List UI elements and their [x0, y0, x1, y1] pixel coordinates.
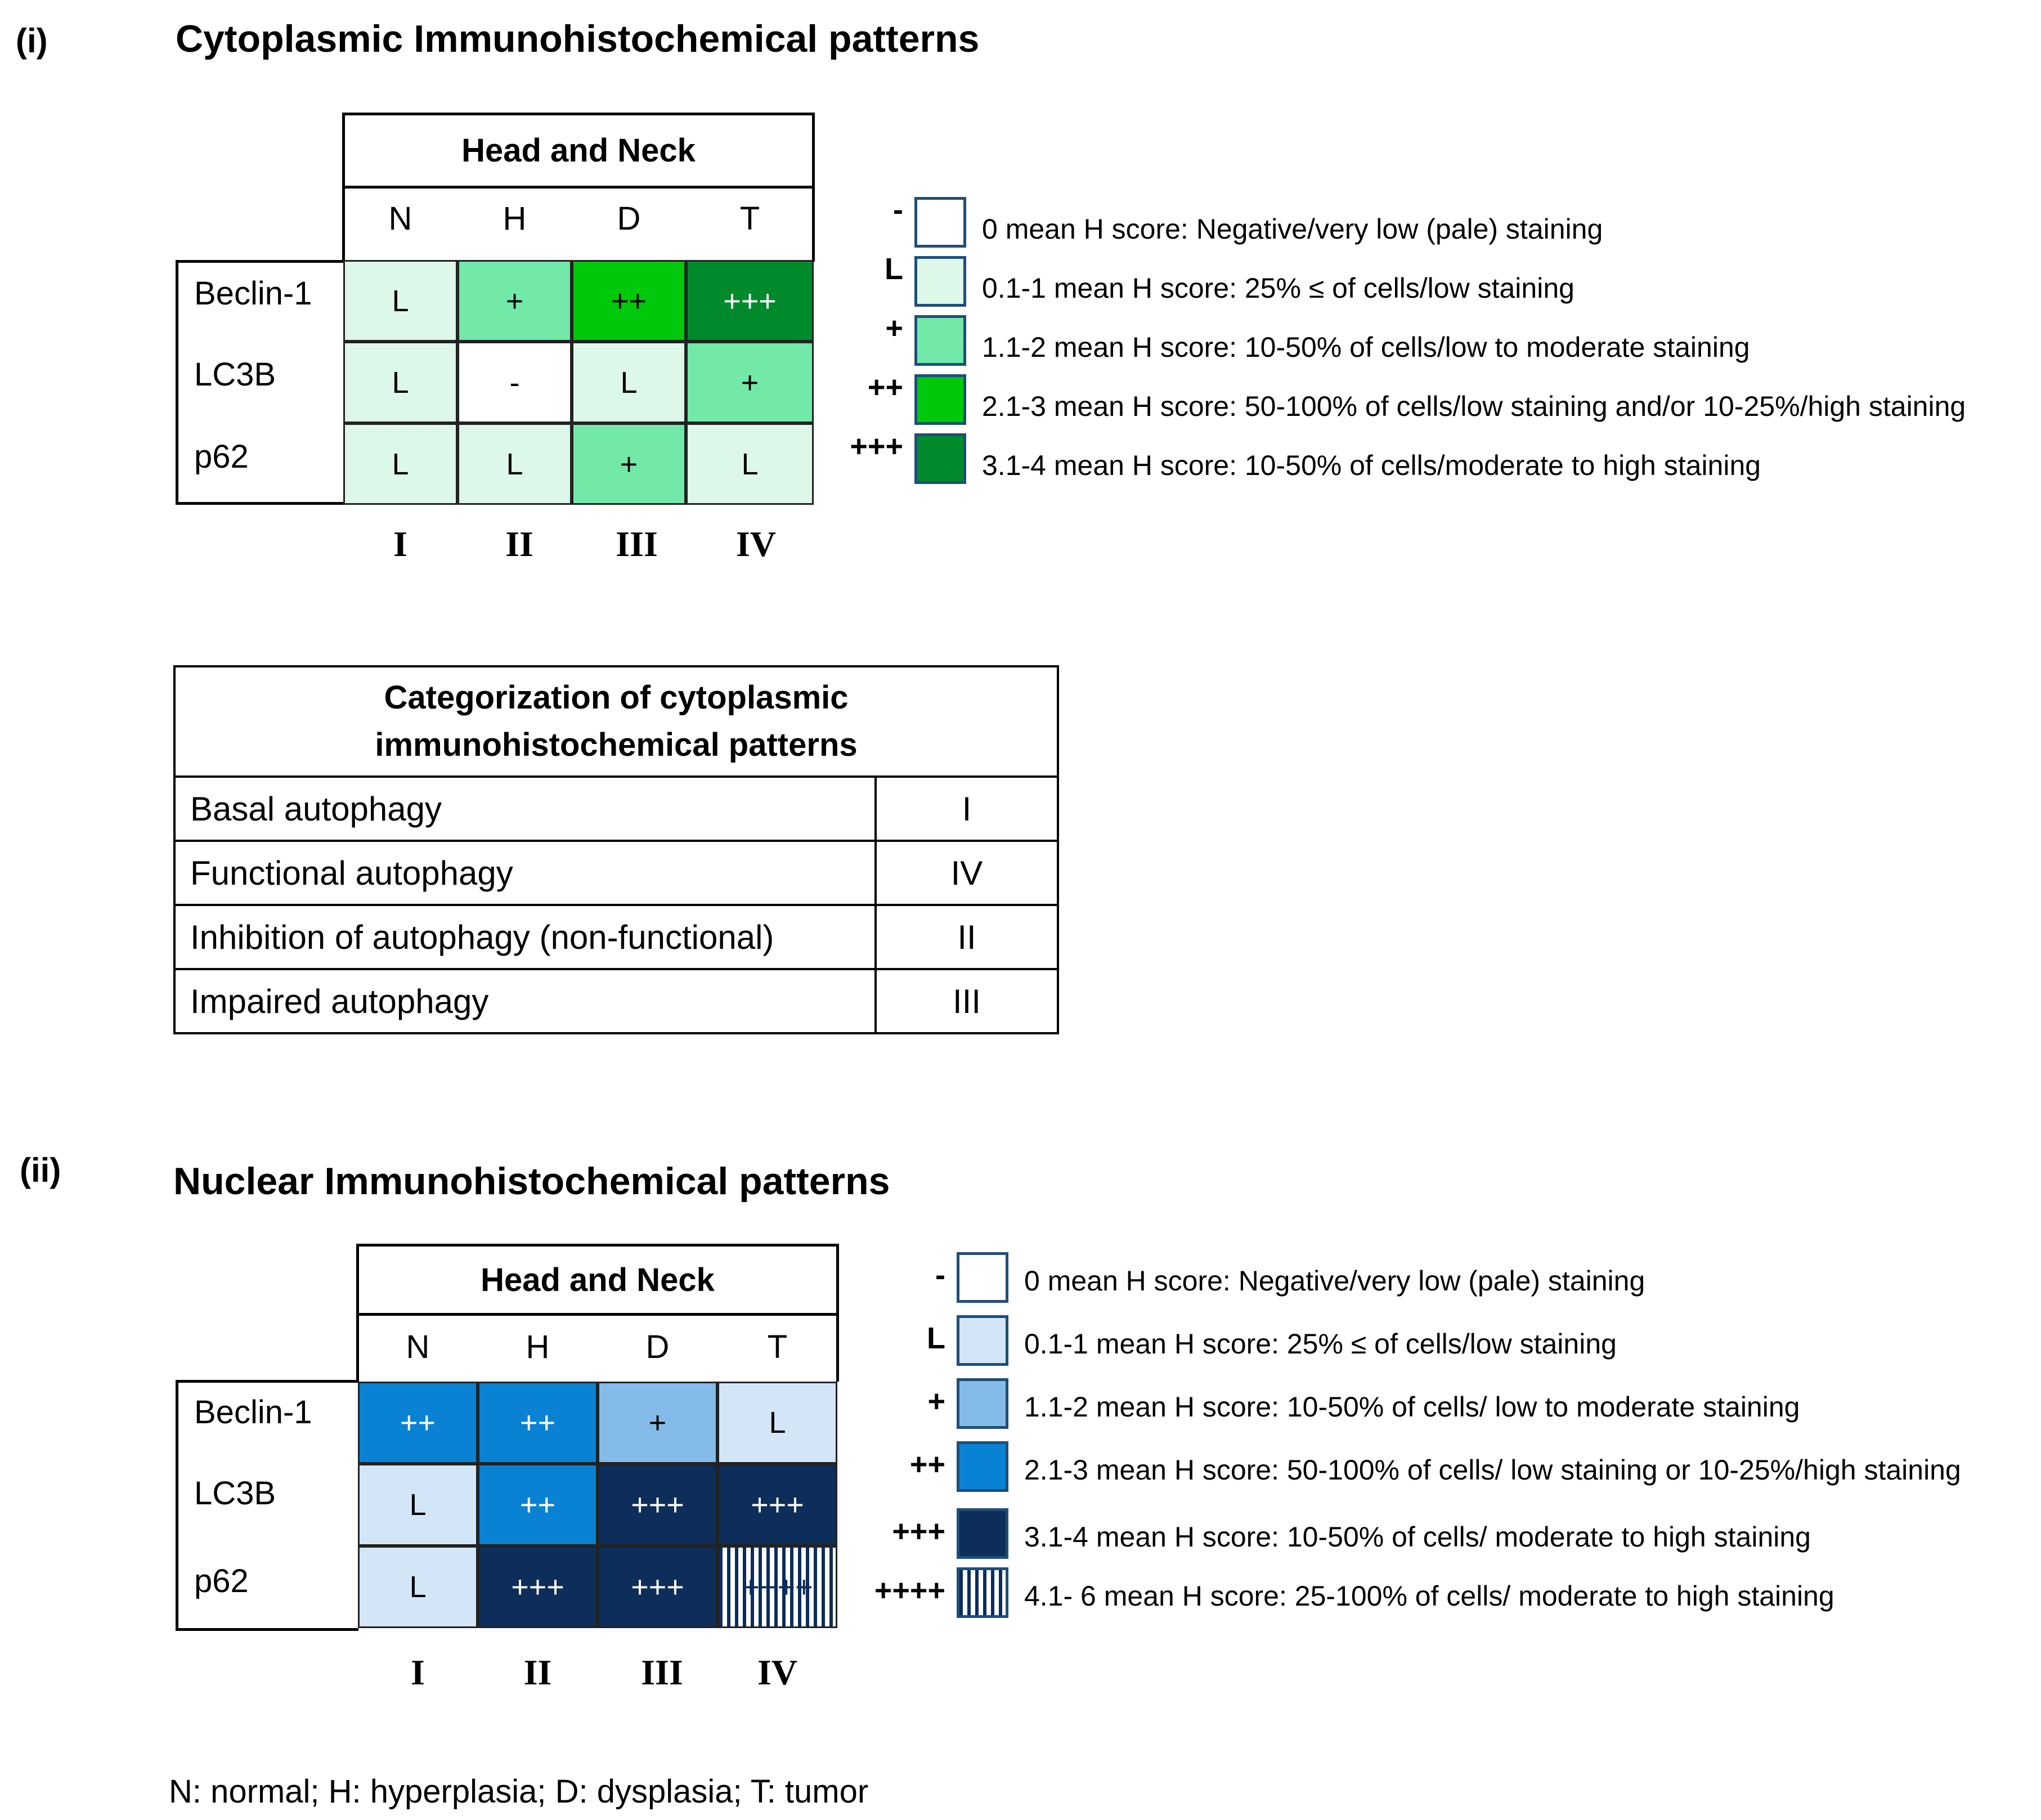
panel-i-legend-text: 3.1-4 mean H score: 10-50% of cells/moderate to high staining [982, 450, 1761, 481]
categorization-value: I [876, 777, 1058, 841]
categorization-header-line2: immunohistochemical patterns [375, 727, 858, 763]
panel-i-col-t: T [739, 200, 760, 237]
panel-ii-legend-text: 4.1- 6 mean H score: 25-100% of cells/ moderate to high staining [1024, 1580, 1834, 1612]
panel-ii-cell-r3-c1: L [358, 1546, 478, 1628]
panel-i-row-label-left-border [176, 260, 178, 505]
panel-ii-legend-text: 0 mean H score: Negative/very low (pale) staining [1024, 1265, 1645, 1297]
panel-i-cell-r2-c4: + [686, 342, 814, 423]
panel-ii-col-d: D [645, 1329, 670, 1365]
panel-ii-cell-r3-c2: +++ [478, 1546, 598, 1628]
panel-ii-cell-r3-c4: ++++ [717, 1546, 837, 1628]
panel-i-legend-symbol: ++ [867, 370, 903, 404]
panel-i-legend-symbol: +++ [850, 429, 903, 463]
panel-i-pattern-2: II [505, 524, 533, 564]
table-row [174, 969, 1058, 1033]
footer-abbreviations: N: normal; H: hyperplasia; D: dysplasia; T: tumor [169, 1773, 869, 1810]
panel-i-legend-symbol: L [885, 252, 903, 286]
panel-i-cell-r2-c3: L [572, 342, 686, 423]
panel-ii-legend-symbol: +++ [892, 1514, 945, 1548]
categorization-label: Functional autophagy [174, 841, 876, 905]
categorization-value: III [876, 969, 1058, 1033]
panel-ii-legend-swatch [957, 1508, 1008, 1559]
panel-ii-col-t: T [767, 1329, 788, 1365]
panel-ii-cell-r2-c3: +++ [598, 1464, 717, 1546]
panel-i-table-header: Head and Neck [342, 113, 815, 189]
panel-ii-legend-symbol: - [935, 1258, 945, 1292]
panel-i-cell-r3-c1: L [343, 423, 457, 505]
panel-ii-legend-swatch [957, 1441, 1008, 1492]
categorization-header [174, 666, 1058, 777]
panel-ii-col-h: H [526, 1329, 550, 1365]
panel-ii-label: (ii) [20, 1151, 61, 1189]
panel-ii-legend-symbol: ++ [909, 1447, 945, 1481]
panel-ii-cell-r2-c4: +++ [717, 1464, 837, 1546]
panel-i-legend-symbol: + [885, 311, 903, 345]
panel-i-cell-r1-c3: ++ [572, 260, 686, 342]
panel-i-legend-swatch [914, 315, 966, 366]
panel-i-row-lc3b: LC3B [194, 356, 276, 393]
panel-ii-table-header: Head and Neck [356, 1244, 839, 1316]
panel-i-cell-r2-c1: L [343, 342, 457, 423]
panel-i-row-p62: p62 [194, 438, 249, 475]
panel-i-pattern-1: I [393, 524, 407, 564]
panel-ii-pattern-1: I [411, 1652, 425, 1692]
categorization-value: IV [876, 841, 1058, 905]
panel-ii-cell-r1-c3: + [598, 1382, 717, 1464]
panel-i-pattern-3: III [616, 524, 658, 564]
panel-i-legend-text: 2.1-3 mean H score: 50-100% of cells/low staining and/or 10-25%/high staining [982, 391, 1966, 422]
panel-i-row-label-top-border [176, 260, 344, 263]
categorization-label: Inhibition of autophagy (non-functional) [174, 905, 876, 969]
panel-ii-legend-swatch [957, 1567, 1008, 1618]
panel-ii-row-lc3b: LC3B [194, 1475, 276, 1512]
panel-i-cell-r1-c4: +++ [686, 260, 814, 342]
panel-i-cell-r1-c1: L [343, 260, 457, 342]
panel-i-legend-swatch [914, 197, 966, 248]
panel-ii-legend-swatch [957, 1378, 1008, 1429]
panel-ii-legend-text: 0.1-1 mean H score: 25% ≤ of cells/low staining [1024, 1328, 1617, 1360]
panel-i-legend-swatch [914, 433, 966, 484]
panel-ii-row-label-left-border [176, 1380, 178, 1631]
categorization-table [173, 665, 1059, 1034]
panel-ii-legend-symbol: + [927, 1384, 945, 1418]
categorization-value: II [876, 905, 1058, 969]
categorization-label: Basal autophagy [174, 777, 876, 841]
panel-ii-row-label-bottom-border [176, 1628, 358, 1631]
categorization-label: Impaired autophagy [174, 969, 876, 1033]
panel-i-cell-r3-c3: + [572, 423, 686, 505]
panel-i-cell-r3-c2: L [457, 423, 572, 505]
panel-ii-legend-swatch [957, 1315, 1008, 1366]
panel-ii-legend-text: 3.1-4 mean H score: 10-50% of cells/ moderate to high staining [1024, 1521, 1811, 1553]
panel-ii-title: Nuclear Immunohistochemical patterns [173, 1160, 890, 1203]
panel-ii-legend-text: 1.1-2 mean H score: 10-50% of cells/ low to moderate staining [1024, 1391, 1800, 1423]
panel-i-col-h: H [503, 200, 527, 237]
panel-ii-row-beclin: Beclin-1 [194, 1394, 312, 1431]
panel-ii-cell-r1-c4: L [717, 1382, 837, 1464]
panel-i-col-d: D [617, 200, 641, 237]
panel-ii-row-p62: p62 [194, 1563, 249, 1599]
panel-ii-legend-swatch [957, 1252, 1008, 1303]
panel-ii-cell-r1-c1: ++ [358, 1382, 478, 1464]
panel-i-legend-text: 0 mean H score: Negative/very low (pale) staining [982, 213, 1603, 245]
panel-ii-cell-r2-c1: L [358, 1464, 478, 1546]
panel-i-title: Cytoplasmic Immunohistochemical patterns [176, 17, 980, 60]
panel-i-legend-text: 0.1-1 mean H score: 25% ≤ of cells/low staining [982, 272, 1575, 304]
panel-ii-cell-r1-c2: ++ [478, 1382, 598, 1464]
table-row [174, 777, 1058, 841]
panel-ii-pattern-4: IV [757, 1652, 798, 1692]
panel-i-legend-symbol: - [893, 193, 903, 227]
panel-i-label: (i) [16, 22, 48, 60]
table-row [174, 905, 1058, 969]
panel-i-cell-r2-c2: - [457, 342, 572, 423]
panel-ii-pattern-2: II [523, 1652, 552, 1692]
panel-i-legend-swatch [914, 374, 966, 425]
panel-ii-col-n: N [406, 1329, 430, 1365]
panel-i-col-n: N [388, 200, 412, 237]
panel-ii-legend-symbol: L [927, 1321, 945, 1355]
panel-i-legend-swatch [914, 256, 966, 307]
panel-i-row-beclin: Beclin-1 [194, 275, 312, 312]
categorization-header-line1: Categorization of cytoplasmic [384, 679, 849, 716]
panel-i-cell-r3-c4: L [686, 423, 814, 505]
panel-ii-legend-text: 2.1-3 mean H score: 50-100% of cells/ low staining or 10-25%/high staining [1024, 1454, 1961, 1486]
panel-ii-row-label-top-border [176, 1380, 358, 1383]
panel-i-pattern-4: IV [735, 524, 777, 564]
panel-i-legend-text: 1.1-2 mean H score: 10-50% of cells/low to moderate staining [982, 331, 1750, 363]
panel-ii-legend-symbol: ++++ [874, 1574, 945, 1607]
panel-ii-cell-r3-c3: +++ [598, 1546, 717, 1628]
panel-i-cell-r1-c2: + [457, 260, 572, 342]
panel-ii-cell-r2-c2: ++ [478, 1464, 598, 1546]
panel-i-row-label-bottom-border [176, 502, 344, 505]
table-row [174, 841, 1058, 905]
panel-ii-pattern-3: III [641, 1652, 683, 1692]
